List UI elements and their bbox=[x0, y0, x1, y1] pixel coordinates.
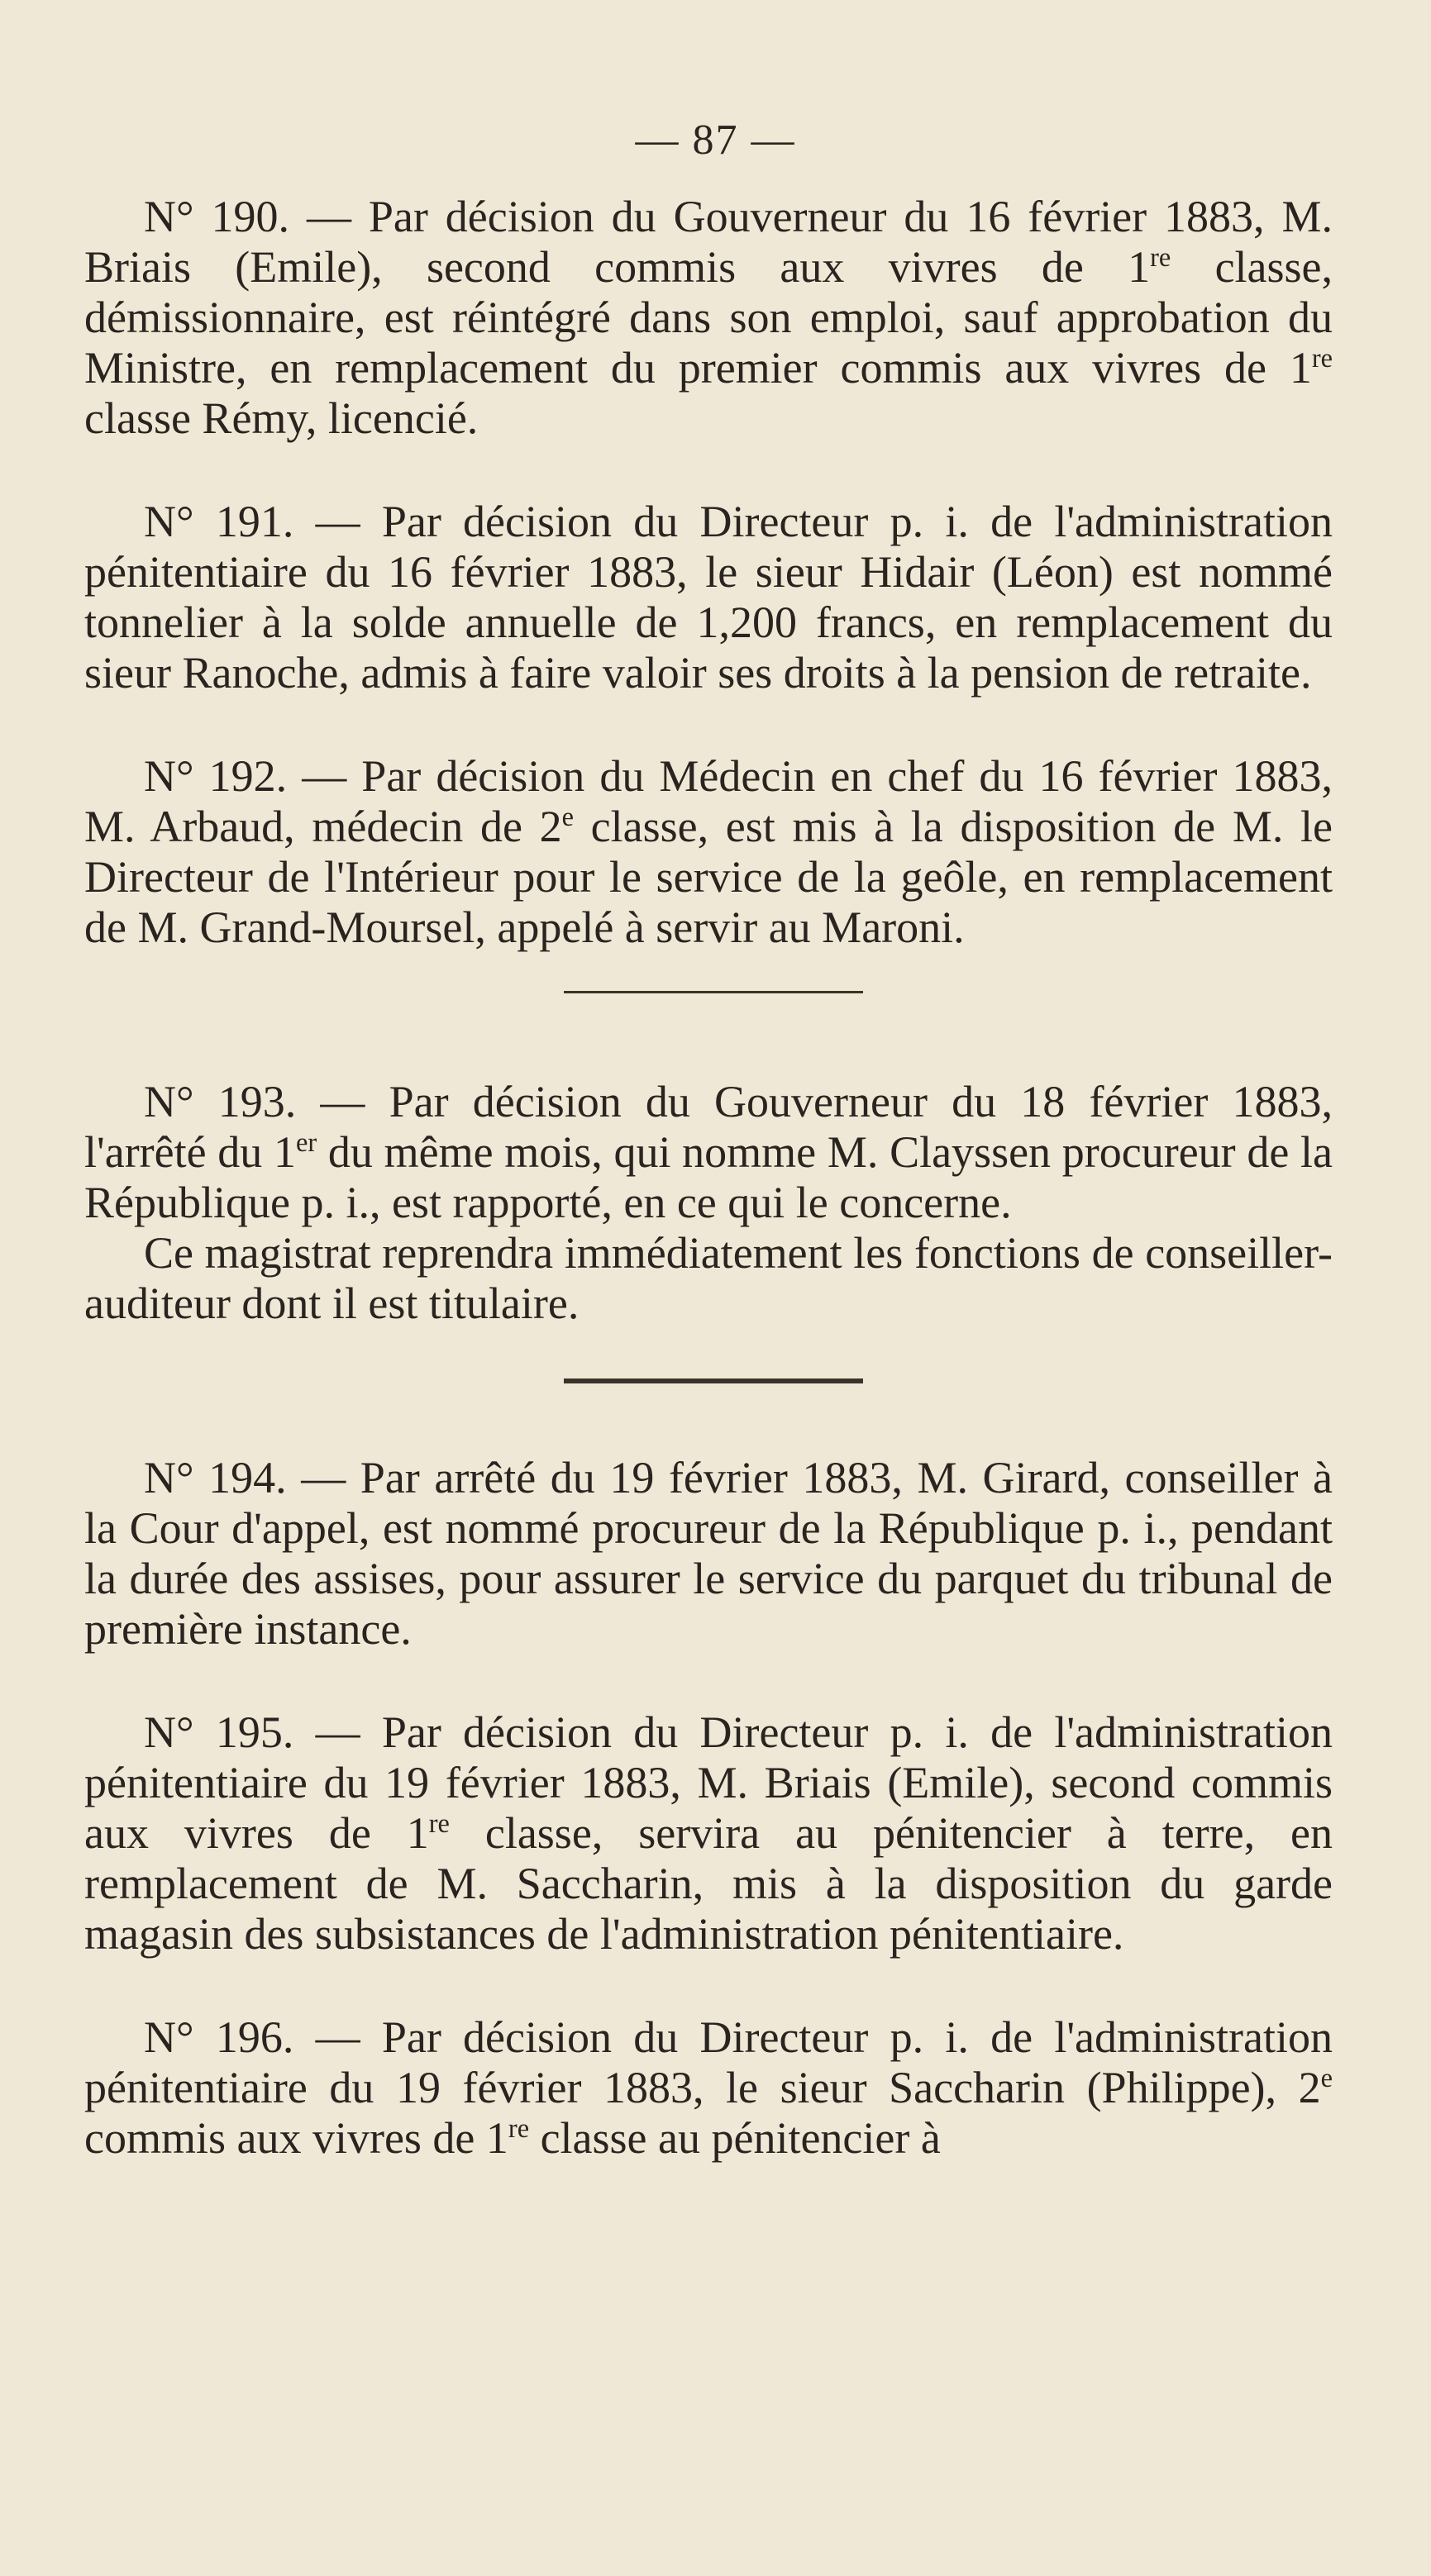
separator-rule bbox=[564, 1378, 863, 1383]
entry-number: N° 196. bbox=[144, 2012, 294, 2062]
entry-number: N° 195. bbox=[144, 1707, 294, 1757]
entry-191: N° 191. — Par décision du Directeur p. i. de l'administration pénitentiaire du 16 février 1883, le sieur Hidair (Léon) est nommé tonnelier à la solde annuelle de 1,200 francs, en remplacement du sieur Ranoche, admis à faire valoir ses droits à la pension de retraite. bbox=[84, 497, 1333, 698]
entry-190: N° 190. — Par décision du Gouverneur du 16 février 1883, M. Briais (Emile), second commis aux vivres de 1re classe, démissionnaire, est réintégré dans son emploi, sauf approbation du Ministre, en remplacement du premier commis aux vivres de 1re classe Rémy, licencié. bbox=[84, 192, 1333, 443]
separator bbox=[84, 953, 1333, 1077]
entry-196: N° 196. — Par décision du Directeur p. i. de l'administration pénitentiaire du 19 février 1883, le sieur Saccharin (Philippe), 2e commis aux vivres de 1re classe au pénitencier à bbox=[84, 2012, 1333, 2163]
entry-number: N° 194. bbox=[144, 1453, 287, 1502]
entry-194: N° 194. — Par arrêté du 19 février 1883, M. Girard, conseiller à la Cour d'appel, est nommé procureur de la République p. i., pendant la durée des assises, pour assurer le service du parquet du tribunal de première instance. bbox=[84, 1453, 1333, 1654]
entry-192: N° 192. — Par décision du Médecin en chef du 16 février 1883, M. Arbaud, médecin de 2e classe, est mis à la disposition de M. le Directeur de l'Intérieur pour le service de la geôle, en remplacement de M. Grand-Moursel, appelé à servir au Maroni. bbox=[84, 751, 1333, 952]
entries-body bbox=[84, 192, 1333, 2164]
page-number: — 87 — bbox=[635, 117, 796, 164]
entry-193-continuation: Ce magistrat reprendra immédiatement les fonctions de conseiller-auditeur dont il est titulaire. bbox=[84, 1228, 1333, 1328]
entry-number: N° 192. bbox=[144, 751, 288, 801]
entry-195: N° 195. — Par décision du Directeur p. i. de l'administration pénitentiaire du 19 février 1883, M. Briais (Emile), second commis aux vivres de 1re classe, servira au pénitencier à terre, en remplacement de M. Saccharin, mis à la disposition du garde magasin des subsistances de l'administration pénitentiaire. bbox=[84, 1707, 1333, 1959]
separator bbox=[84, 1329, 1333, 1453]
entry-number: N° 190. bbox=[144, 192, 290, 241]
entry-number: N° 191. bbox=[144, 497, 294, 546]
entry-number: N° 193. bbox=[144, 1077, 297, 1126]
separator-rule bbox=[564, 991, 863, 993]
entry-193: N° 193. — Par décision du Gouverneur du 18 février 1883, l'arrêté du 1er du même mois, qui nomme M. Clayssen procureur de la République p. i., est rapporté, en ce qui le concerne. bbox=[84, 1077, 1333, 1227]
